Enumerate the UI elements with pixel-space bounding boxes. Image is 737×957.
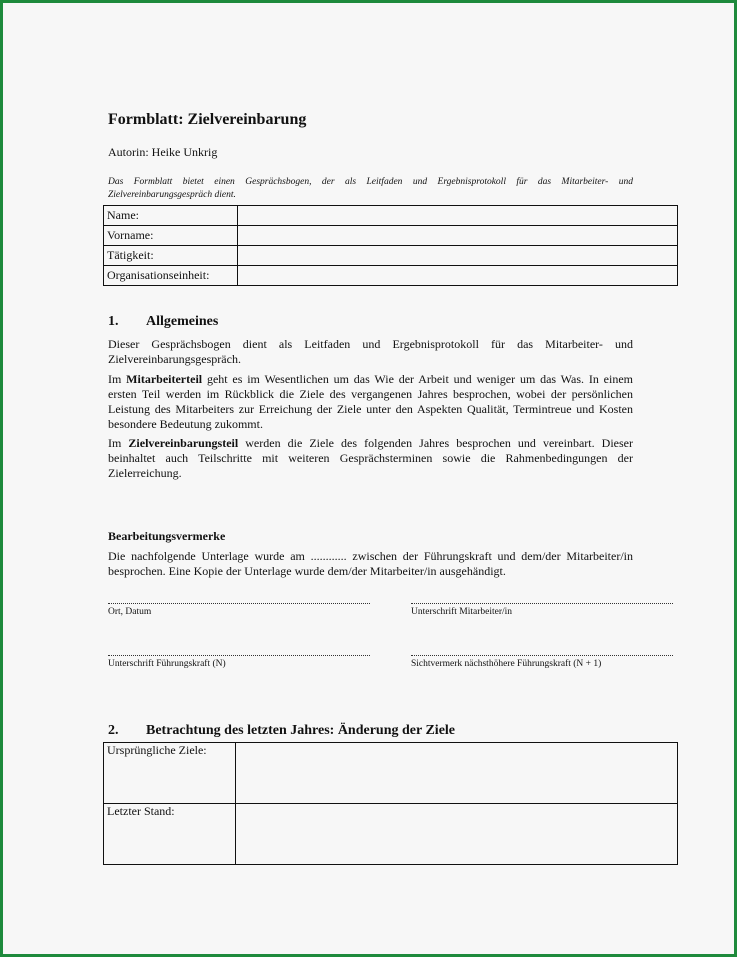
document-page: [3, 3, 734, 954]
text-span: werden die Ziele des folgenden Jahres besprochen und vereinbart. Dieser beinhaltet auch Teilschritte mit weiteren Gesprächsterminen sowie die Rahmenbedingungen der Zielerreichung.: [108, 436, 633, 480]
text-span: Im: [108, 436, 129, 450]
name-label: Name:: [104, 206, 238, 226]
personal-data-table: [103, 205, 678, 286]
processing-heading: Bearbeitungsvermerke: [108, 529, 226, 543]
first-name-field[interactable]: [238, 226, 678, 246]
last-status-label: Letzter Stand:: [104, 804, 236, 865]
document-author: Autorin: Heike Unkrig: [108, 145, 218, 159]
section2-number: 2.: [108, 723, 119, 738]
section1-number: 1.: [108, 314, 119, 329]
signature-caption: Ort, Datum: [108, 607, 152, 617]
signature-employee: [411, 603, 673, 617]
signature-caption: Unterschrift Führungskraft (N): [108, 659, 226, 669]
table-row: [104, 226, 678, 246]
goals-table: [103, 742, 678, 865]
original-goals-field[interactable]: [236, 743, 678, 804]
section1-paragraph-1: Dieser Gesprächsbogen dient als Leitfaden und Ergebnisprotokoll für das Mitarbeiter- und Zielvereinbarungsgespräch.: [108, 337, 633, 366]
signature-caption: Sichtvermerk nächsthöhere Führungskraft (N + 1): [411, 659, 602, 669]
section2-title: Betrachtung des letzten Jahres: Änderung der Ziele: [146, 723, 456, 738]
occupation-label: Tätigkeit:: [104, 246, 238, 266]
table-row: [104, 246, 678, 266]
intro-text: Das Formblatt bietet einen Gesprächsbogen, der als Leitfaden und Ergebnisprotokoll für das Mitarbeiter- und Zielvereinbarungsgespräch dient.: [108, 177, 633, 200]
org-unit-label: Organisationseinheit:: [104, 266, 238, 286]
section1-title: Allgemeines: [146, 314, 219, 329]
section1-heading: [108, 314, 218, 330]
first-name-label: Vorname:: [104, 226, 238, 246]
bold-term: Zielvereinbarungsteil: [128, 436, 239, 450]
org-unit-field[interactable]: [238, 266, 678, 286]
section1-paragraph-3: [108, 436, 633, 481]
name-field[interactable]: [238, 206, 678, 226]
signature-manager: [108, 655, 370, 669]
bold-term: Mitarbeiterteil: [126, 372, 203, 386]
signature-caption: Unterschrift Mitarbeiter/in: [411, 607, 513, 617]
signature-place-date: [108, 603, 370, 617]
section1-paragraph-2: [108, 372, 633, 432]
section2-heading: [108, 723, 455, 739]
document-title: Formblatt: Zielvereinbarung: [108, 111, 307, 128]
occupation-field[interactable]: [238, 246, 678, 266]
text-span: Im: [108, 372, 127, 386]
signature-next-level: [411, 655, 673, 669]
processing-text: Die nachfolgende Unterlage wurde am ............ zwischen der Führungskraft und dem/der Mitarbeiter/in besprochen. Eine Kopie der Unterlage wurde dem/der Mitarbeiter/in ausgehändigt.: [108, 549, 633, 578]
table-row: [104, 804, 678, 865]
table-row: [104, 206, 678, 226]
text-span: geht es im Wesentlichen um das Wie der Arbeit und weniger um das Was. In einem ersten Teil werden im Rückblick die Ziele des vergangenen Jahres besprochen, wobei der persönlichen Leistung des Mitarbeiters zur Erreichung der Ziele unter den Aspekten Qualität, Termintreue und Kosten besondere Bedeutung zukommt.: [108, 372, 633, 431]
table-row: [104, 743, 678, 804]
original-goals-label: Ursprüngliche Ziele:: [104, 743, 236, 804]
last-status-field[interactable]: [236, 804, 678, 865]
table-row: [104, 266, 678, 286]
